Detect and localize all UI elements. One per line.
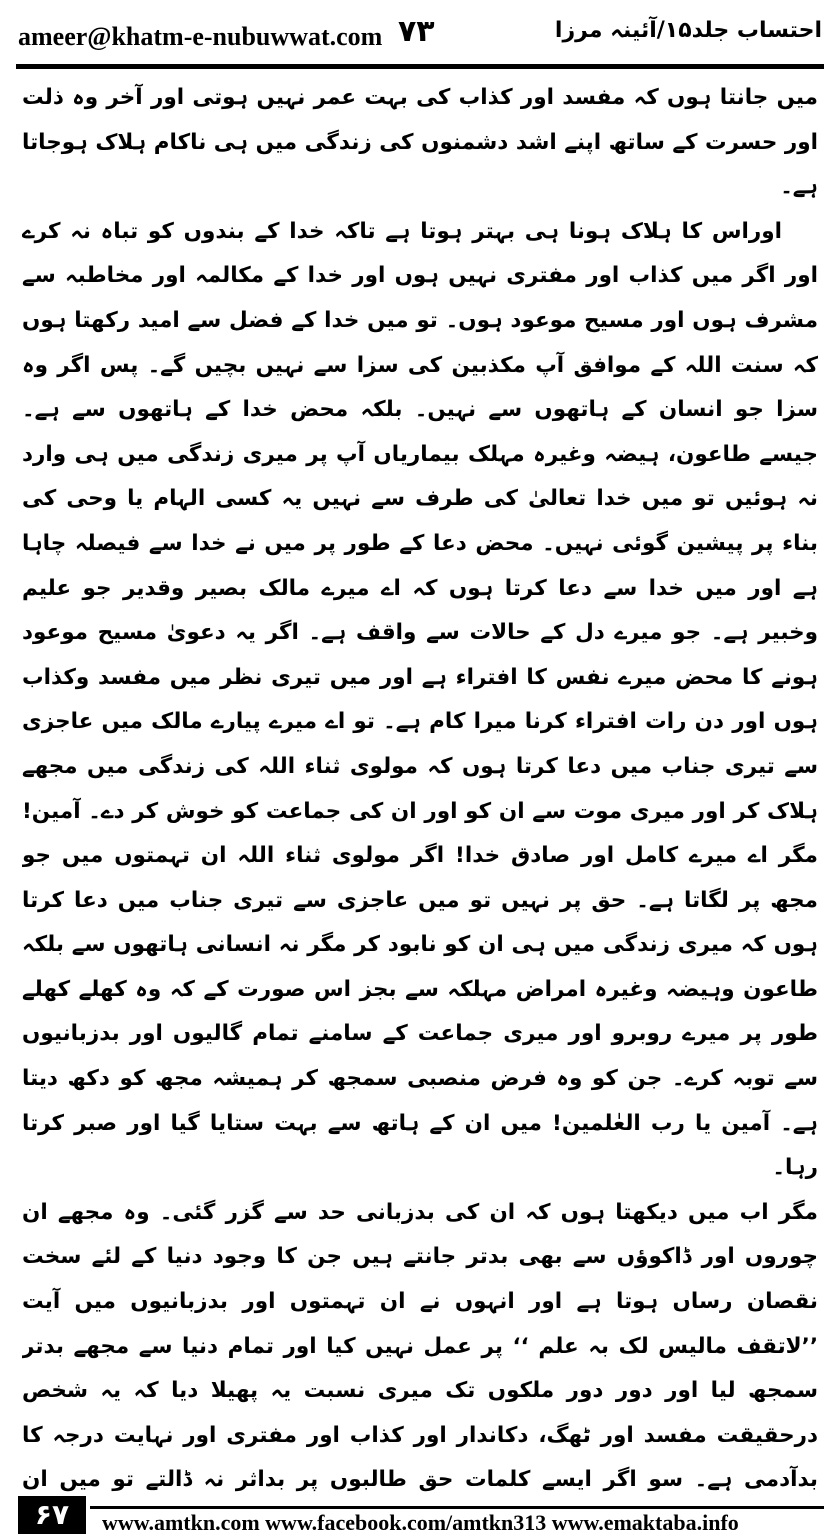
paragraph-3: مگر اب میں دیکھتا ہوں کہ ان کی بدزبانی حد سے گزر گئی۔ وہ مجھے ان چوروں اور ڈاکوؤں سے بھی بدتر جانتے ہیں جن کا وجود دنیا کے لئے سخت نقصان رساں ہوتا ہے اور انہوں نے ان تہمتوں اور بدزبانیوں میں آیت ’’لاتقف مالیس لک بہ علم ‘‘ پر عمل نہیں کیا اور تمام دنیا سے مجھے بدتر سمجھ لیا اور دور دور ملکوں تک میری نسبت یہ پھیلا دیا کہ یہ شخص درحقیقت مفسد اور ٹھگ، دکاندار اور کذاب اور مفتری اور نہایت درجہ کا بدآدمی ہے۔ سو اگر ایسے کلمات حق طالبوں پر بداثر نہ ڈالتے تو میں ان [22,1199,818,1493]
paragraph-2: اوراس کا ہلاک ہونا ہی بہتر ہوتا ہے تاکہ خدا کے بندوں کو تباہ نہ کرے اور اگر میں کذاب اور مفتری نہیں ہوں اور خدا کے مکالمہ اور مخاطبہ سے مشرف ہوں اور مسیح موعود ہوں۔ تو میں خدا کے فضل سے امید رکھتا ہوں کہ سنت اللہ کے موافق آپ مکذبین کی سزا سے نہیں بچیں گے۔ پس اگر وہ سزا جو انسان کے ہاتھوں سے نہیں۔ بلکہ محض خدا کے ہاتھوں سے ہے۔ جیسے طاعون، ہیضہ وغیرہ مہلک بیماریاں آپ پر میری زندگی میں ہی وارد نہ ہوئیں تو میں خدا تعالیٰ کی طرف سے نہیں یہ کسی الہام یا وحی کی بناء پر پیشین گوئی نہیں۔ محض دعا کے طور پر میں نے خدا سے فیصلہ چاہا ہے اور میں خدا سے دعا کرتا ہوں کہ اے میرے مالک بصیر وقدیر جو علیم وخبیر ہے۔ جو میرے دل کے حالات سے واقف ہے۔ اگر یہ دعویٰ مسیح موعود ہونے کا محض میرے نفس کا افتراء ہے اور میں تیری نظر میں مفسد وکذاب ہوں اور دن رات افتراء کرنا میرا کام ہے۔ تو اے میرے پیارے مالک میں عاجزی سے تیری جناب میں دعا کرتا ہوں کہ مولوی ثناء اللہ کی زندگی میں مجھے ہلاک کر اور میری موت سے ان کو اور ان کی جماعت کو خوش کر دے۔ آمین! مگر اے میرے کامل اور صادق خدا! اگر مولوی ثناء اللہ ان تہمتوں میں جو مجھ پر لگاتا ہے۔ حق پر نہیں تو میں عاجزی سے تیری جناب میں دعا کرتا ہوں کہ میری زندگی میں ہی ان کو نابود کر مگر نہ انسانی ہاتھوں سے بلکہ طاعون وہیضہ وغیرہ امراض مہلکہ سے بجز اس صورت کے کہ وہ کھلے کھلے طور پر میرے روبرو اور میری جماعت کے سامنے تمام گالیوں اور بدزبانیوں سے توبہ کرے۔ جن کو وہ فرض منصبی سمجھ کر ہمیشہ مجھ کو دکھ دیتا ہے۔ آمین یا رب العٰلمین! میں ان کے ہاتھ سے بہت ستایا گیا اور صبر کرتا رہا۔ [22,218,818,1181]
paragraph-1: میں جانتا ہوں کہ مفسد اور کذاب کی بہت عمر نہیں ہوتی اور آخر وہ ذلت اور حسرت کے ساتھ اپنے اشد دشمنوں کی زندگی میں ہی ناکام ہلاک ہوجاتا ہے۔ [22,85,818,200]
footer-rule [90,1506,824,1509]
page-footer [0,1496,840,1540]
header-email: ameer@khatm-e-nubuwwat.com [18,22,383,51]
header-book-title: احتساب جلد۱۵/آئینہ مرزا [554,18,822,43]
footer-links: www.amtkn.com www.facebook.com/amtkn313 www.emaktaba.info [102,1510,739,1535]
header-page-number: ۷۳ [398,14,435,49]
footer-page-number: ۶۷ [18,1496,86,1534]
document-body [22,76,818,1496]
page-header [16,14,824,54]
header-rule [16,64,824,69]
